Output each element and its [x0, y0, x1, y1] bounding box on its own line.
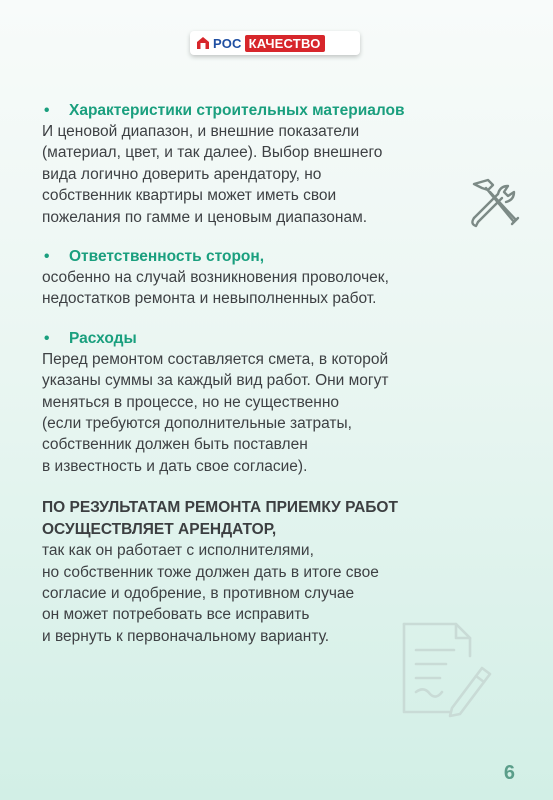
bullet-dot: • — [44, 102, 50, 119]
bullet-dot: • — [44, 329, 50, 347]
paragraph-line: собственник квартиры может иметь свои — [42, 187, 337, 205]
paragraph-line: Перед ремонтом составляется смета, в которой — [42, 350, 389, 368]
document-pen-icon — [384, 616, 494, 726]
paragraph-line: недостатков ремонта и невыполненных работ. — [42, 290, 377, 308]
paragraph-line: меняться в процессе, но не существенно — [42, 393, 340, 411]
house-icon — [196, 36, 210, 50]
paragraph-line: и вернуть к первоначальному варианту. — [42, 627, 330, 645]
conclusion-heading-line: ОСУЩЕСТВЛЯЕТ АРЕНДАТОР, — [42, 520, 277, 538]
section-responsibility — [42, 246, 462, 310]
paragraph-line: вида логично доверить арендатору, но — [42, 165, 322, 183]
paragraph-line: в известность и дать свое согласие). — [42, 457, 308, 475]
hammer-wrench-icon — [466, 174, 524, 232]
bullet-dot: • — [44, 248, 50, 266]
section-heading — [42, 100, 462, 121]
paragraph-line: он может потребовать все исправить — [42, 606, 310, 624]
section-materials — [42, 100, 462, 228]
paragraph-line: (если требуются дополнительные затраты, — [42, 415, 352, 433]
paragraph-line: особенно на случай возникновения проволочек, — [42, 269, 389, 287]
section-expenses — [42, 328, 462, 477]
paragraph-line: собственник должен быть поставлен — [42, 436, 308, 454]
section-heading — [42, 328, 462, 349]
page-number: 6 — [503, 762, 515, 784]
logo-text-kachestvo: КАЧЕСТВО — [245, 35, 325, 52]
paragraph-line: И ценовой диапазон, и внешние показатели — [42, 123, 360, 140]
section-heading-text: Расходы — [69, 329, 137, 347]
main-content — [42, 100, 462, 647]
section-heading-text: Характеристики строительных материалов — [69, 102, 405, 119]
logo-text-ros: РОС — [213, 35, 242, 51]
roskachestvo-logo — [190, 31, 360, 55]
section-heading-text: Ответственность сторон, — [69, 248, 265, 266]
paragraph-line: так как он работает с исполнителями, — [42, 542, 314, 560]
paragraph-line: указаны суммы за каждый вид работ. Они могут — [42, 372, 389, 390]
section-heading — [42, 246, 462, 267]
paragraph-line: но собственник тоже должен дать в итоге свое — [42, 563, 379, 581]
paragraph-line: (материал, цвет, и так далее). Выбор внешнего — [42, 144, 383, 162]
conclusion-heading-line: ПО РЕЗУЛЬТАТАМ РЕМОНТА ПРИЕМКУ РАБОТ — [42, 499, 398, 517]
paragraph-line: согласие и одобрение, в противном случае — [42, 584, 355, 602]
paragraph-line: пожелания по гамме и ценовым диапазонам. — [42, 208, 368, 226]
